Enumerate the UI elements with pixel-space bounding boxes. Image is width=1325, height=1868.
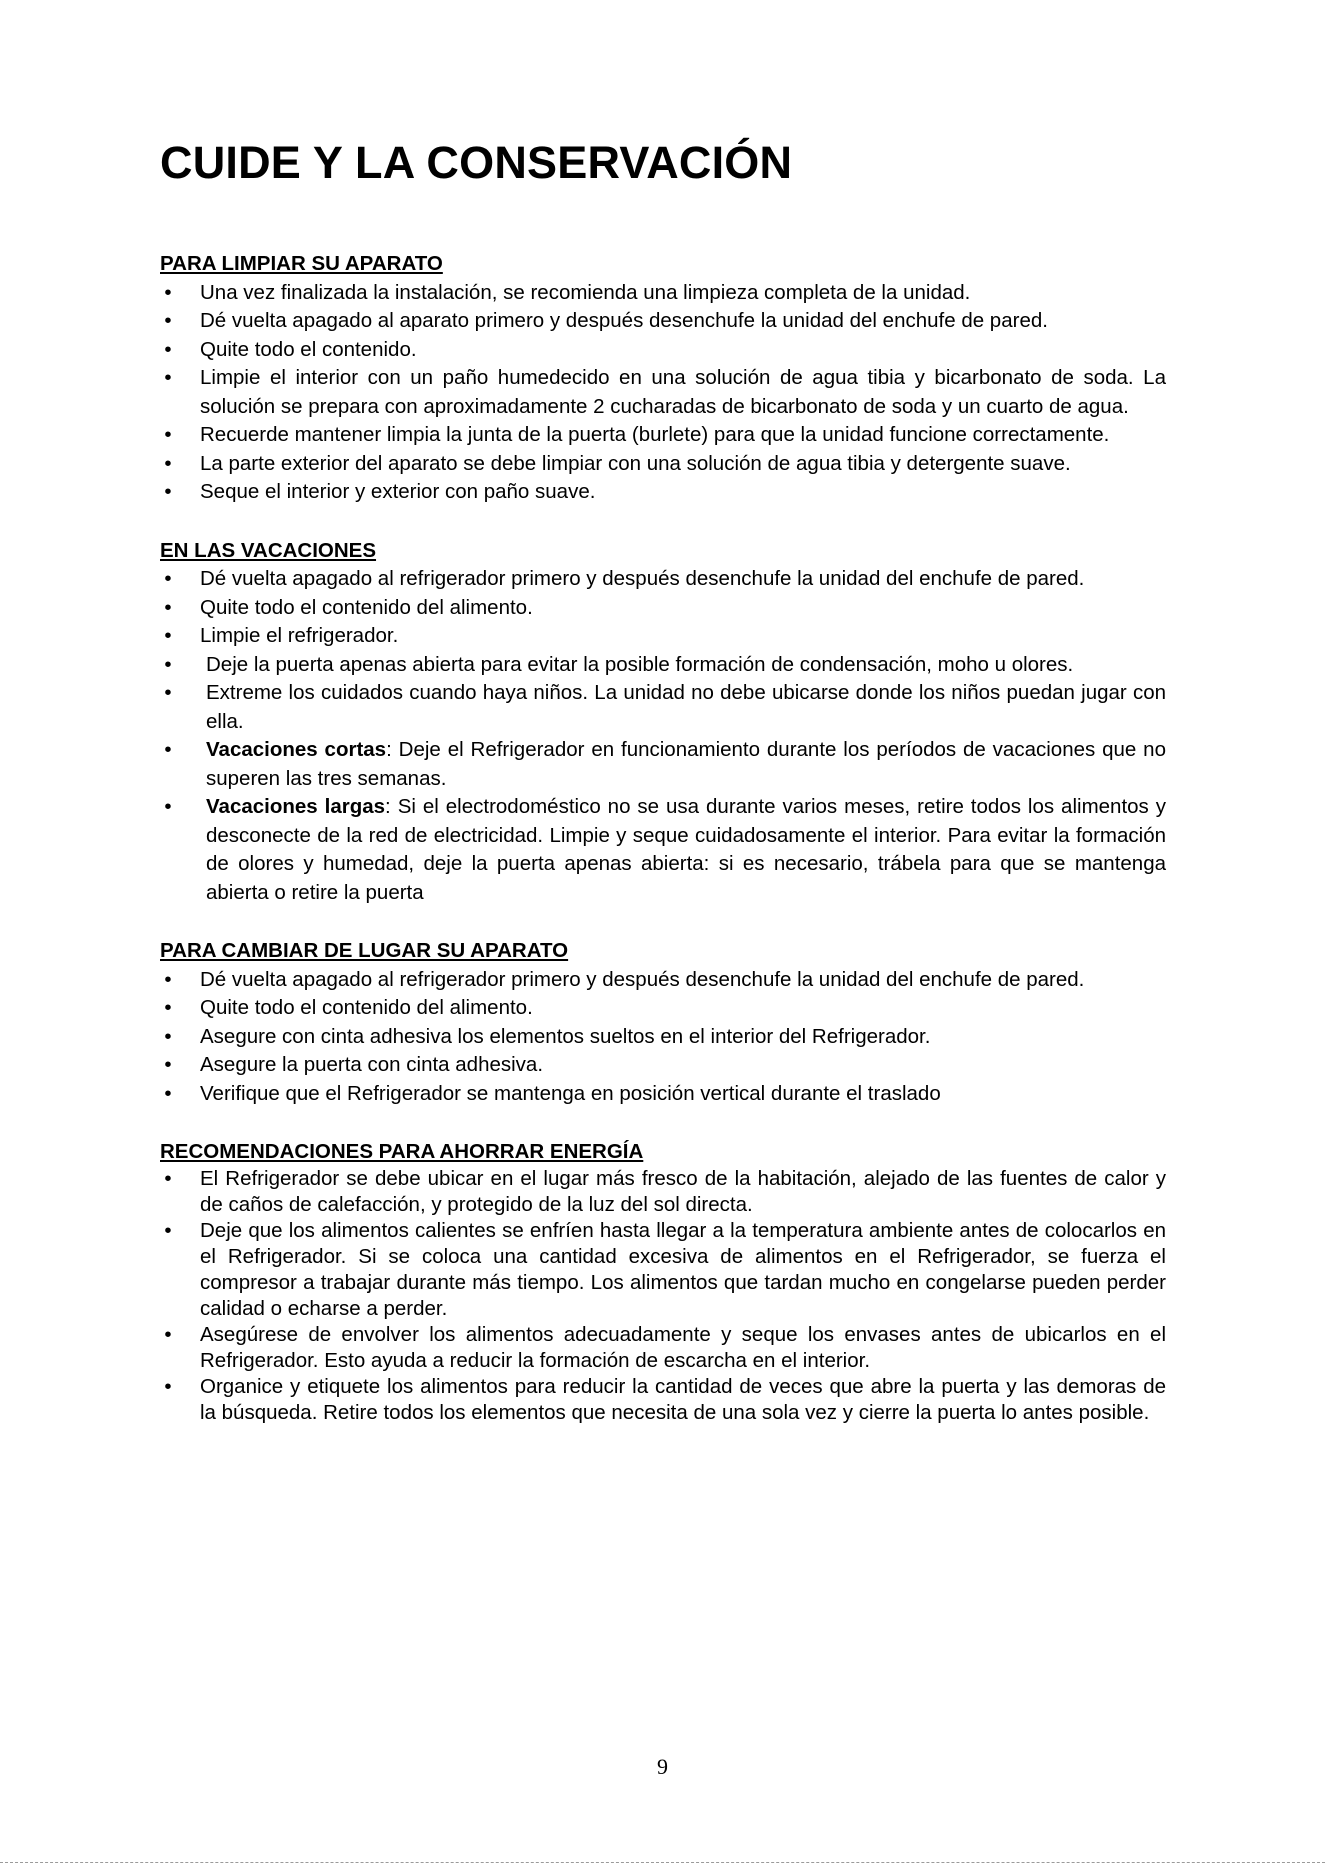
bullet-icon: • bbox=[164, 1323, 172, 1346]
list-item-text: Limpie el interior con un paño humedecido en una solución de agua tibia y bicarbonato de soda. La solución se prepara con aproximadamente 2 cucharadas de bicarbonato de soda y un cuarto de agua. bbox=[200, 366, 1166, 418]
bullet-icon: • bbox=[164, 337, 172, 361]
list-item bbox=[160, 1374, 1166, 1426]
section-heading: RECOMENDACIONES PARA AHORRAR ENERGÍA bbox=[160, 1140, 644, 1163]
list-item-text: Dé vuelta apagado al refrigerador primero y después desenchufe la unidad del enchufe de pared. bbox=[200, 567, 1085, 590]
bullet-icon: • bbox=[164, 451, 172, 475]
bullet-list bbox=[160, 966, 1166, 1109]
list-item bbox=[160, 594, 1166, 623]
bullet-icon: • bbox=[164, 309, 172, 332]
bullet-icon: • bbox=[164, 681, 172, 704]
bullet-icon: • bbox=[164, 366, 172, 389]
list-item bbox=[160, 1080, 1166, 1109]
list-item-text: Recuerde mantener limpia la junta de la puerta (burlete) para que la unidad funcione correctamente. bbox=[200, 423, 1110, 446]
bullet-icon: • bbox=[164, 280, 172, 304]
bullet-icon: • bbox=[164, 1375, 172, 1398]
section-moving bbox=[160, 937, 1166, 1108]
bullet-icon: • bbox=[164, 1024, 172, 1048]
list-item-lead: Vacaciones largas bbox=[206, 795, 386, 818]
list-item-text: Asegúrese de envolver los alimentos adecuadamente y seque los envases antes de ubicarlos en el Refrigerador. Esto ayuda a reducir la formación de escarcha en el interior. bbox=[200, 1323, 1166, 1372]
list-item-text: Verifique que el Refrigerador se mantenga en posición vertical durante el traslado bbox=[200, 1081, 941, 1105]
bullet-icon: • bbox=[164, 1167, 172, 1190]
document-body bbox=[160, 250, 1166, 1456]
list-item bbox=[160, 622, 1166, 651]
list-item bbox=[160, 1023, 1166, 1052]
section-heading: PARA CAMBIAR DE LUGAR SU APARATO bbox=[160, 939, 569, 962]
list-item-text: Quite todo el contenido del alimento. bbox=[200, 996, 533, 1019]
bullet-icon: • bbox=[164, 1081, 172, 1105]
list-item bbox=[160, 994, 1166, 1023]
list-item bbox=[160, 736, 1166, 793]
page-title: CUIDE Y LA CONSERVACIÓN bbox=[160, 137, 793, 188]
bullet-icon: • bbox=[164, 595, 172, 619]
section-heading: EN LAS VACACIONES bbox=[160, 538, 377, 562]
bullet-icon: • bbox=[164, 567, 172, 590]
list-item bbox=[160, 364, 1166, 421]
list-item bbox=[160, 307, 1166, 336]
list-item-text: Organice y etiquete los alimentos para reducir la cantidad de veces que abre la puerta y las demoras de la búsqueda. Retire todos los elementos que necesita de una sola vez y cierre la puerta lo antes posible. bbox=[200, 1375, 1166, 1424]
list-item bbox=[160, 1218, 1166, 1322]
list-item-text: Quite todo el contenido del alimento. bbox=[200, 595, 533, 619]
list-item-text: El Refrigerador se debe ubicar en el lugar más fresco de la habitación, alejado de las fuentes de calor y de caños de calefacción, y protegido de la luz del sol directa. bbox=[200, 1167, 1166, 1216]
footer-divider bbox=[0, 1862, 1325, 1863]
list-item bbox=[160, 651, 1166, 680]
list-item-text: : Si el electrodoméstico no se usa durante varios meses, retire todos los alimentos y desconecte de la red de electricidad. Limpie y seque cuidadosamente el interior. Para evitar la formación de olores y humedad, deje la puerta apenas abierta: si es necesario, trábela para que se mantenga abierta o retire la puerta bbox=[206, 795, 1166, 904]
list-item-text: La parte exterior del aparato se debe limpiar con una solución de agua tibia y detergente suave. bbox=[200, 451, 1071, 475]
bullet-icon: • bbox=[164, 967, 172, 991]
bullet-icon: • bbox=[164, 996, 172, 1019]
bullet-icon: • bbox=[164, 423, 172, 446]
list-item-text: Deje que los alimentos calientes se enfríen hasta llegar a la temperatura ambiente antes de colocarlos en el Refrigerador. Si se coloca una cantidad excesiva de alimentos en el Refrigerador, se fuerza el compresor a trabajar durante más tiempo. Los alimentos que tardan mucho en congelarse pueden perder calidad o echarse a perder. bbox=[200, 1219, 1166, 1320]
section-energy-saving bbox=[160, 1138, 1166, 1426]
bullet-list bbox=[160, 279, 1166, 507]
bullet-icon: • bbox=[164, 624, 172, 647]
list-item-text: Asegure la puerta con cinta adhesiva. bbox=[200, 1053, 544, 1076]
list-item bbox=[160, 1166, 1166, 1218]
list-item bbox=[160, 478, 1166, 507]
list-item bbox=[160, 421, 1166, 450]
list-item bbox=[160, 565, 1166, 594]
bullet-icon: • bbox=[164, 480, 172, 503]
list-item bbox=[160, 279, 1166, 308]
list-item bbox=[160, 966, 1166, 995]
list-item-text: Quite todo el contenido. bbox=[200, 337, 417, 361]
bullet-icon: • bbox=[164, 652, 172, 676]
list-item-lead: Vacaciones cortas bbox=[206, 738, 387, 761]
list-item-text: Asegure con cinta adhesiva los elementos sueltos en el interior del Refrigerador. bbox=[200, 1024, 931, 1048]
bullet-icon: • bbox=[164, 1219, 172, 1242]
bullet-icon: • bbox=[164, 1053, 172, 1076]
list-item bbox=[160, 450, 1166, 479]
list-item bbox=[160, 1051, 1166, 1080]
bullet-icon: • bbox=[164, 738, 172, 761]
bullet-list bbox=[160, 1166, 1166, 1426]
list-item bbox=[160, 793, 1166, 907]
list-item-text: Limpie el refrigerador. bbox=[200, 624, 399, 647]
list-item-text: Dé vuelta apagado al aparato primero y después desenchufe la unidad del enchufe de pared. bbox=[200, 309, 1048, 332]
list-item bbox=[160, 679, 1166, 736]
list-item-text: Seque el interior y exterior con paño suave. bbox=[200, 480, 596, 503]
list-item bbox=[160, 1322, 1166, 1374]
list-item-text: Extreme los cuidados cuando haya niños. La unidad no debe ubicarse donde los niños puedan jugar con ella. bbox=[206, 681, 1166, 733]
page-number: 9 bbox=[657, 1754, 668, 1779]
section-cleaning bbox=[160, 250, 1166, 507]
list-item-text: Una vez finalizada la instalación, se recomienda una limpieza completa de la unidad. bbox=[200, 280, 971, 304]
list-item-text: Deje la puerta apenas abierta para evitar la posible formación de condensación, moho u olores. bbox=[206, 652, 1074, 676]
bullet-list bbox=[160, 565, 1166, 907]
list-item-text: : Deje el Refrigerador en funcionamiento durante los períodos de vacaciones que no superen las tres semanas. bbox=[206, 738, 1166, 790]
list-item bbox=[160, 336, 1166, 365]
list-item-text: Dé vuelta apagado al refrigerador primero y después desenchufe la unidad del enchufe de pared. bbox=[200, 967, 1085, 991]
bullet-icon: • bbox=[164, 795, 172, 818]
section-vacations bbox=[160, 537, 1166, 908]
section-heading: PARA LIMPIAR SU APARATO bbox=[160, 252, 443, 275]
